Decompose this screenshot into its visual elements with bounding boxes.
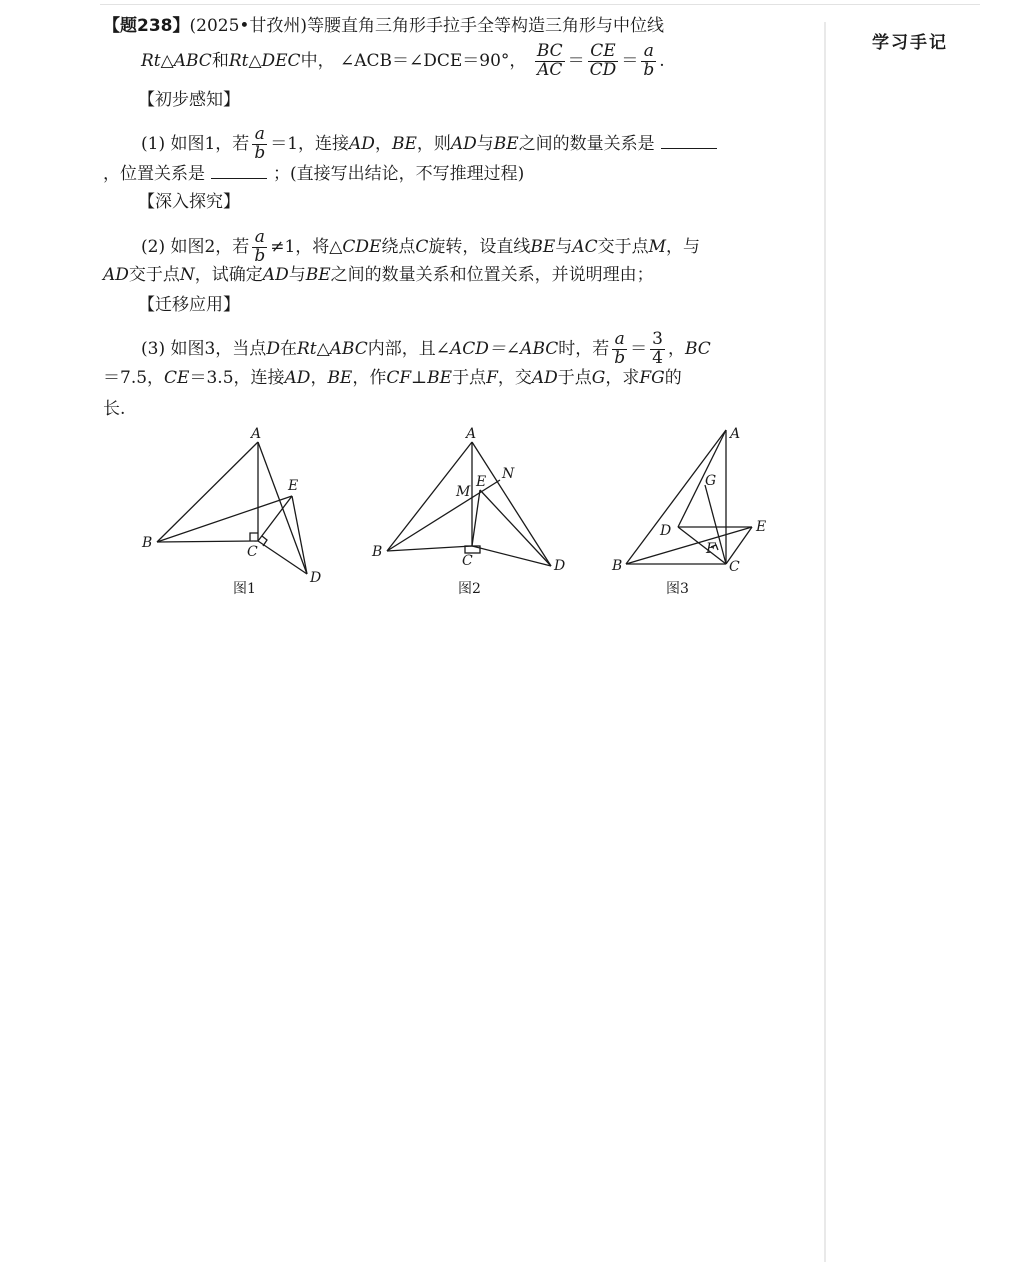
q-text: ＝ — [630, 338, 648, 359]
q-text: ＝3.5，连接 — [189, 368, 285, 388]
q-var: BE — [305, 265, 331, 285]
q-text: ⊥ — [411, 368, 428, 388]
q-var: ∠ACD＝∠ABC — [435, 338, 559, 359]
q-text: 内部，且 — [367, 338, 436, 359]
frac-den: AC — [537, 59, 563, 80]
q-text: ， — [310, 368, 328, 388]
section-heading-2: 【深入探究】 — [138, 192, 240, 212]
segment-ce — [472, 490, 480, 546]
q-text: ≠1，将△ — [270, 236, 343, 257]
figures-diagram — [0, 0, 1019, 620]
segment-de — [480, 490, 551, 566]
q-text: 与 — [288, 265, 306, 285]
intro-text: Rt△DEC — [228, 50, 301, 71]
q-var: BE — [493, 133, 519, 154]
q-text: ，交 — [497, 368, 532, 388]
label-n: N — [502, 466, 515, 482]
label-e: E — [756, 519, 767, 535]
q-text: 之间的数量关系是 — [518, 133, 655, 154]
intro-text: 和 — [211, 50, 229, 71]
q-var: CDE — [342, 236, 382, 257]
q-text: 与 — [476, 133, 494, 154]
q-text: 于点 — [452, 368, 487, 388]
q-var: CE — [164, 368, 190, 388]
segment-cd — [258, 541, 307, 574]
equals: ＝ — [621, 50, 639, 71]
figure-1-caption: 图1 — [233, 581, 256, 597]
label-f: F — [706, 541, 716, 557]
q-text: 绕点 — [381, 236, 416, 257]
q-text: 的 — [664, 368, 682, 388]
frac-den: b — [254, 245, 266, 266]
right-angle-marker — [250, 533, 258, 541]
frac-num: a — [612, 331, 627, 350]
q-text: (3) 如图3，当点 — [141, 338, 267, 359]
q-var: CF — [386, 368, 412, 388]
q-var: AD — [103, 265, 129, 285]
label-g: G — [705, 473, 717, 489]
segment-ab — [157, 442, 258, 542]
figure-1 — [141, 426, 321, 597]
q-var: G — [591, 368, 606, 388]
label-d: D — [660, 523, 672, 539]
q-text: (2) 如图2，若 — [141, 236, 250, 257]
frac-num: a — [252, 126, 267, 145]
segment-ad — [472, 442, 551, 566]
label-d: D — [310, 570, 322, 586]
label-e: E — [476, 474, 487, 490]
label-c: C — [247, 544, 258, 560]
frac-num: a — [641, 43, 656, 62]
frac-den: 4 — [652, 347, 663, 368]
intro-text: Rt△ABC — [141, 50, 212, 71]
q-var: AC — [572, 236, 598, 257]
q-var: M — [648, 236, 667, 257]
q-var: F — [486, 368, 498, 388]
q-text: ，位置关系是 — [103, 164, 205, 184]
q-text: 于点 — [557, 368, 592, 388]
label-a: A — [466, 426, 477, 442]
frac-num: CE — [588, 43, 619, 62]
label-d: D — [554, 558, 566, 574]
q-text: 交于点 — [128, 265, 180, 285]
frac-den: CD — [589, 59, 617, 80]
figure-2-caption: 图2 — [458, 581, 481, 597]
label-b: B — [612, 558, 623, 574]
label-c: C — [462, 553, 473, 569]
q-var: Rt△ABC — [296, 338, 368, 359]
problem-source: (2025•甘孜州) — [189, 16, 308, 36]
q-var: BE — [427, 368, 453, 388]
angle-condition: ∠ACB＝∠DCE＝90°， — [339, 50, 527, 71]
q-text: ，作 — [352, 368, 387, 388]
q-var: BE — [391, 133, 417, 154]
frac-den: b — [643, 59, 655, 80]
label-b: B — [142, 535, 153, 551]
q-var: D — [266, 338, 280, 359]
q-text: 时，若 — [558, 338, 610, 359]
label-a: A — [251, 426, 262, 442]
segment-be — [157, 496, 292, 542]
q-var: AD — [349, 133, 375, 154]
segment-ad — [678, 430, 726, 527]
q-var: C — [415, 236, 429, 257]
label-e: E — [288, 478, 299, 494]
section-heading-3: 【迁移应用】 — [138, 295, 240, 315]
q-text: ， — [374, 133, 392, 154]
segment-bc — [157, 541, 258, 542]
q-text: ，求 — [605, 368, 640, 388]
figure-2 — [371, 426, 565, 597]
q-var: BE — [530, 236, 556, 257]
intro-text: 中， — [300, 50, 335, 71]
problem-tag: 【题238】 — [103, 16, 190, 36]
label-b: B — [372, 544, 383, 560]
side-notes-label: 学习手记 — [872, 33, 948, 53]
label-a: A — [730, 426, 741, 442]
period: . — [659, 50, 665, 71]
segment-de — [292, 496, 307, 574]
frac-num: 3 — [652, 329, 663, 349]
q-var: BE — [327, 368, 353, 388]
label-m: M — [456, 484, 471, 500]
q-text: 在 — [279, 338, 297, 359]
segment-be-extended — [387, 480, 500, 551]
frac-den: b — [254, 142, 266, 163]
q-text: ＝7.5， — [103, 368, 165, 388]
q-text: ，与 — [666, 236, 701, 257]
q-text: 之间的数量关系和位置关系，并说明理由； — [330, 265, 654, 285]
frac-num: BC — [536, 41, 563, 61]
figure-3-caption: 图3 — [666, 581, 689, 597]
q-var: AD — [450, 133, 477, 154]
q-text: 交于点 — [597, 236, 649, 257]
q-text: (1) 如图1，若 — [141, 133, 250, 154]
segment-cd — [472, 546, 551, 566]
frac-den: b — [614, 347, 626, 368]
q-text: ，试确定 — [194, 265, 263, 285]
q-text: 旋转，设直线 — [428, 236, 531, 257]
q-var: BC — [684, 338, 711, 359]
q-text: ，则 — [416, 133, 451, 154]
label-c: C — [729, 559, 740, 575]
q-text: ；(直接写出结论，不写推理过程) — [273, 164, 525, 184]
q-var: AD — [262, 265, 289, 285]
q-text: 与 — [555, 236, 573, 257]
problem-topic: 等腰直角三角形手拉手全等构造三角形与中位线 — [307, 16, 665, 36]
q-var: AD — [284, 368, 311, 388]
segment-bc — [387, 546, 472, 551]
q-text: ＝1，连接 — [270, 133, 350, 154]
segment-cd — [678, 527, 726, 564]
q-text: 长. — [103, 399, 126, 419]
frac-num: a — [252, 229, 267, 248]
figure-3 — [611, 426, 766, 597]
equals: ＝ — [567, 50, 585, 71]
q-var: FG — [639, 368, 665, 388]
q-text: ， — [667, 338, 685, 359]
q-var: N — [179, 265, 195, 285]
q-var: AD — [531, 368, 558, 388]
section-heading-1: 【初步感知】 — [138, 90, 240, 110]
